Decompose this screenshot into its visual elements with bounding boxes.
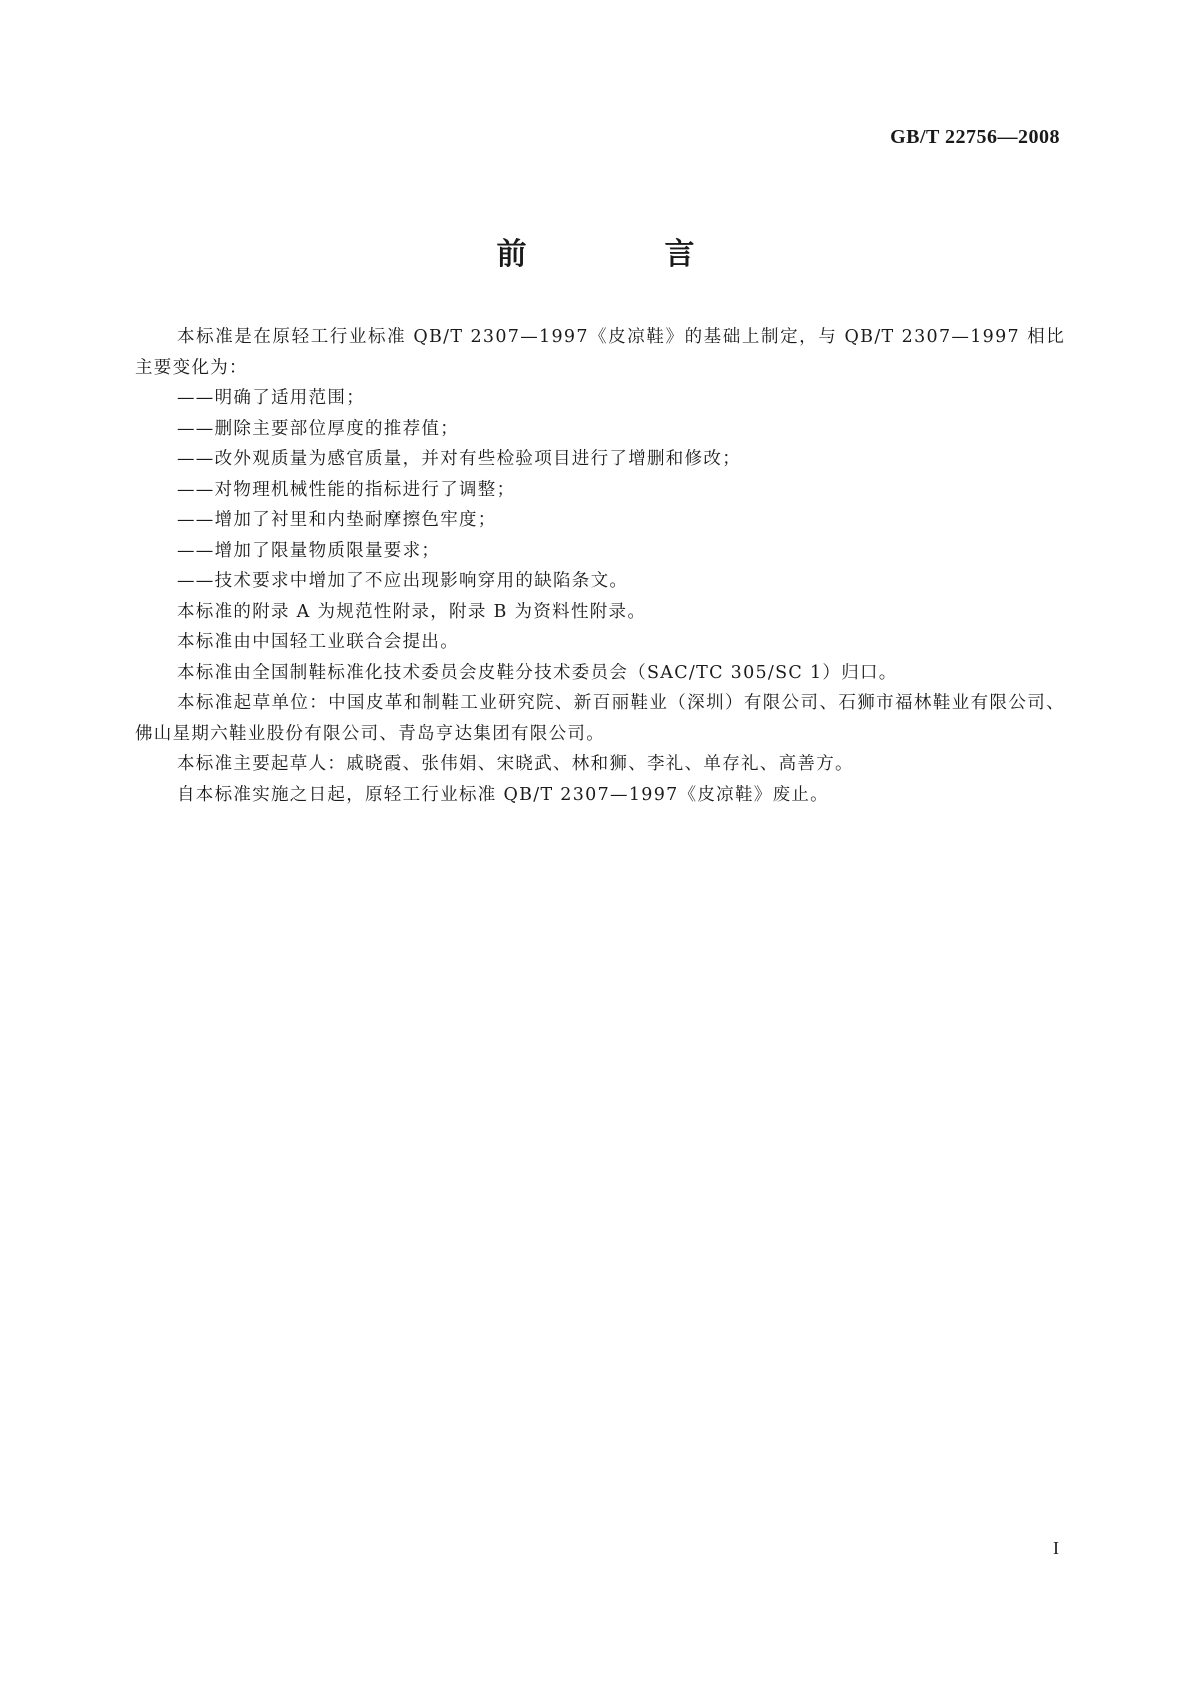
list-item: ——改外观质量为感官质量，并对有些检验项目进行了增删和修改； bbox=[177, 449, 741, 469]
standard-code: GB/T 22756—2008 bbox=[890, 126, 1060, 148]
paragraph-appendix: 本标准的附录 A 为规范性附录，附录 B 为资料性附录。 bbox=[177, 601, 647, 622]
paragraph-intro: 本标准是在原轻工行业标准 QB/T 2307—1997《皮凉鞋》的基础上制定，与 QB/T 2307—1997 相比主要变化为： bbox=[135, 327, 1065, 378]
paragraph-proposed-by: 本标准由中国轻工业联合会提出。 bbox=[177, 632, 459, 652]
foreword-body bbox=[135, 322, 1065, 810]
list-item: ——删除主要部位厚度的推荐值； bbox=[177, 418, 459, 439]
paragraph-drafters: 本标准主要起草人：戚晓霞、张伟娟、宋晓武、林和狮、李礼、单存礼、高善方。 bbox=[177, 754, 854, 774]
list-item: ——增加了限量物质限量要求； bbox=[177, 540, 441, 561]
page-number: I bbox=[1053, 1538, 1059, 1558]
list-item: ——明确了适用范围； bbox=[177, 388, 365, 408]
paragraph-administered-by: 本标准由全国制鞋标准化技术委员会皮鞋分技术委员会（SAC/TC 305/SC 1）归口。 bbox=[177, 662, 898, 683]
paragraph-supersedes: 自本标准实施之日起，原轻工行业标准 QB/T 2307—1997《皮凉鞋》废止。 bbox=[177, 784, 829, 805]
list-item: ——增加了衬里和内垫耐摩擦色牢度； bbox=[177, 510, 497, 530]
list-item: ——技术要求中增加了不应出现影响穿用的缺陷条文。 bbox=[177, 571, 629, 591]
page-title: 前 言 bbox=[496, 237, 749, 272]
list-item: ——对物理机械性能的指标进行了调整； bbox=[177, 479, 516, 500]
paragraph-drafting-units: 本标准起草单位：中国皮革和制鞋工业研究院、新百丽鞋业（深圳）有限公司、石狮市福林鞋业有限公司、佛山星期六鞋业股份有限公司、青岛亨达集团有限公司。 bbox=[135, 693, 1065, 744]
